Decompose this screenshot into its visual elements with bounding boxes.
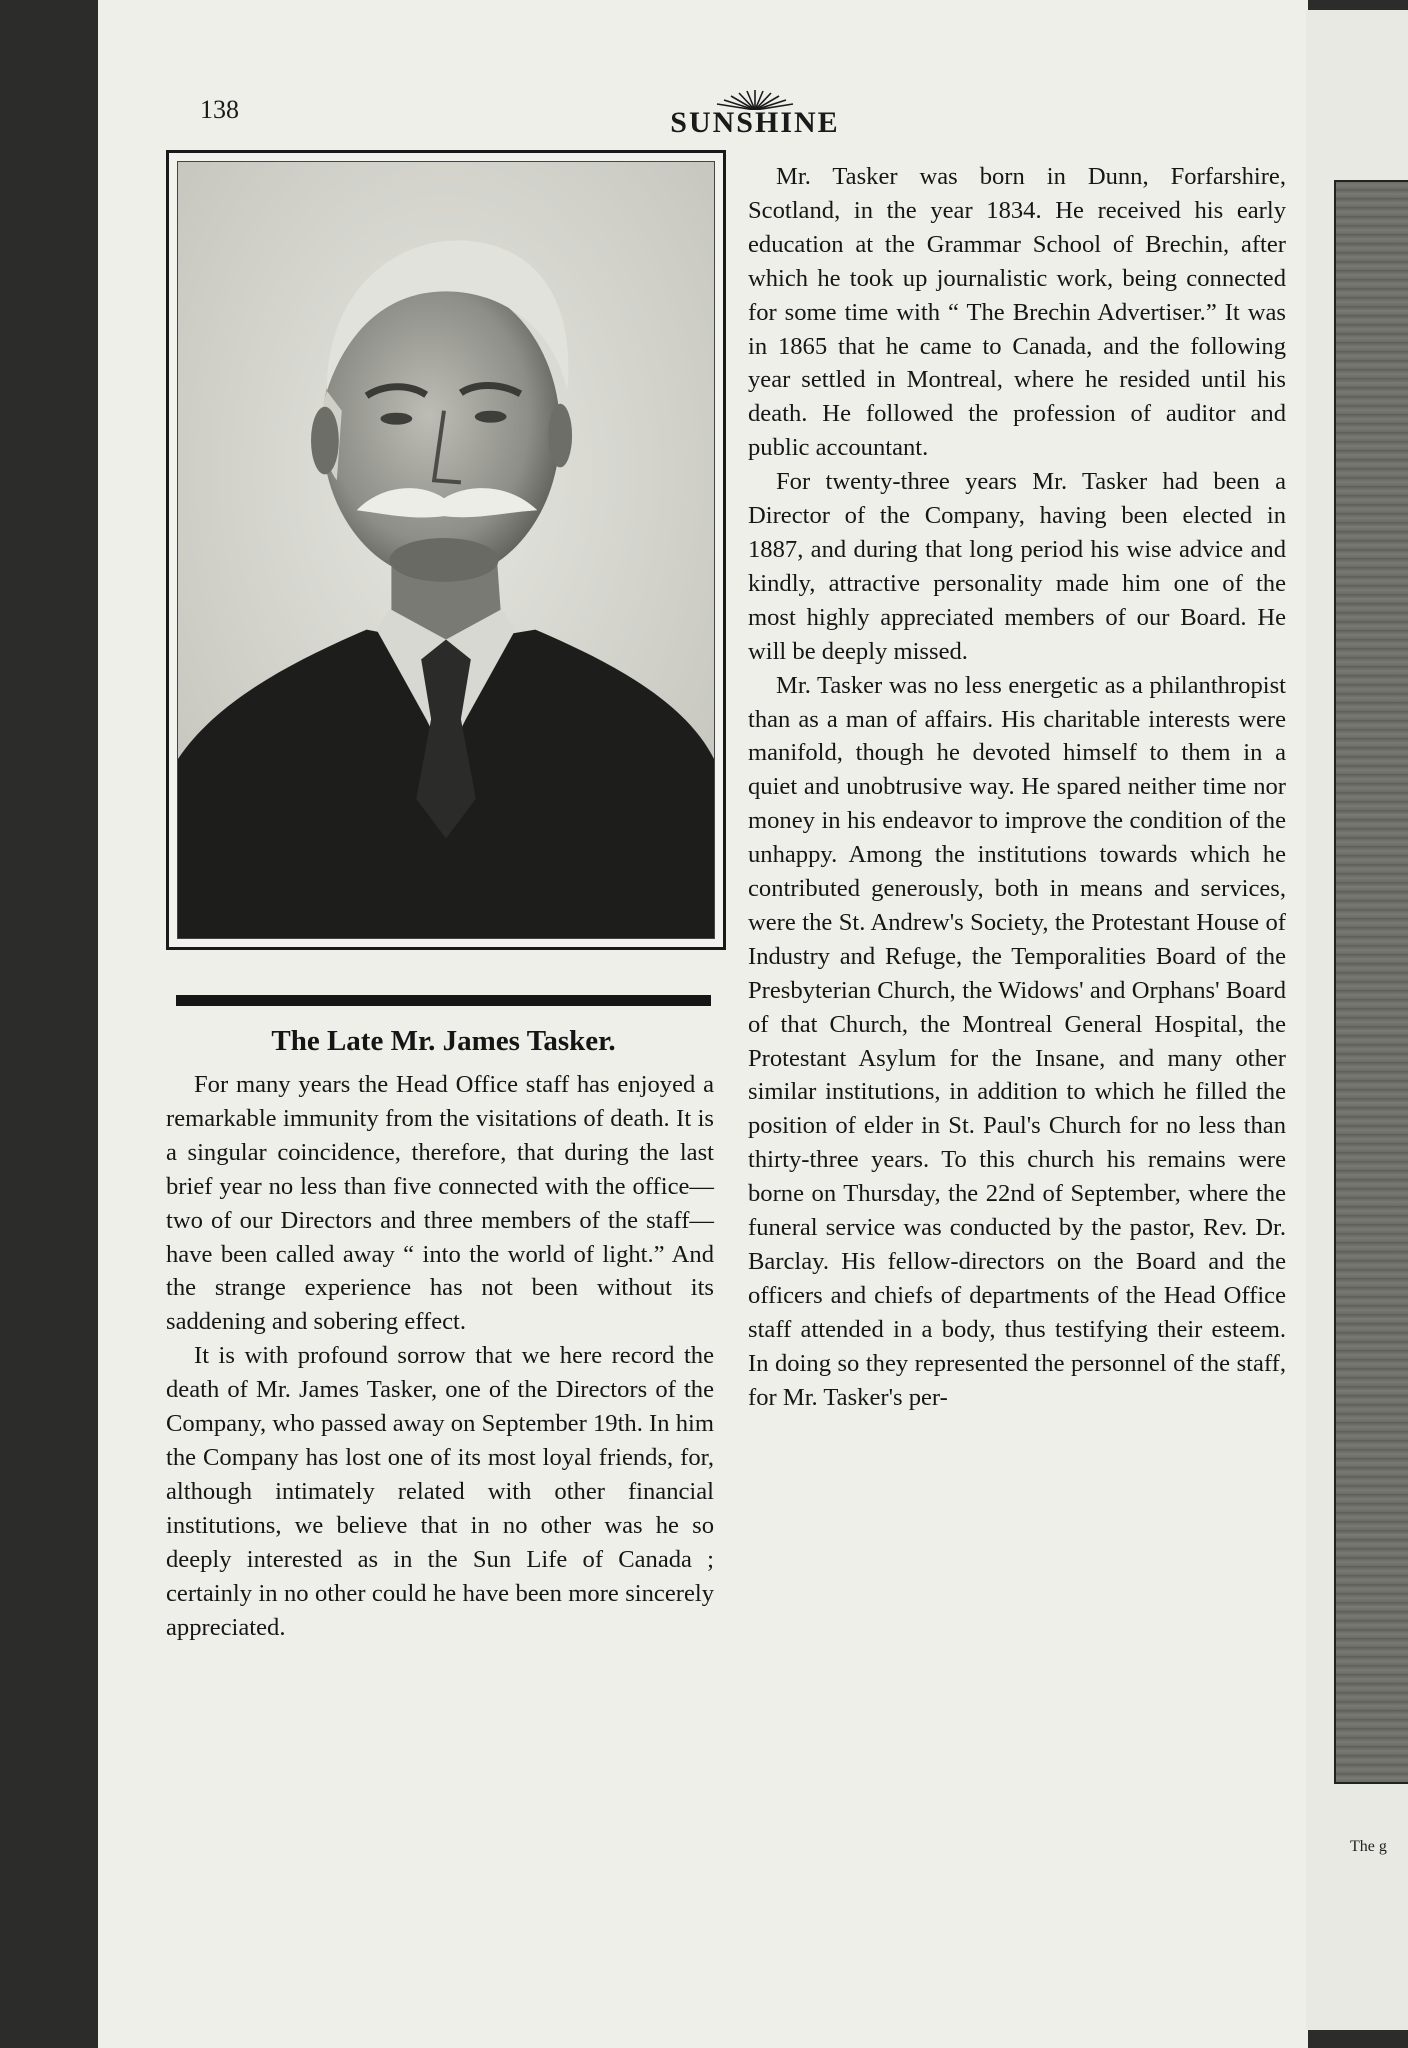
page-number: 138 [200, 95, 239, 124]
masthead-title: SUNSHINE [670, 106, 840, 139]
paragraph: Mr. Tasker was born in Dunn, Forfarshire, Scotland, in the year 1834. He received his early education at the Grammar School of Brechin, after which he took up journalistic work, being connected for some time with “ The Brechin Advertiser.” It was in 1865 that he came to Canada, and the following year settled in Montreal, where he resided until his death. He followed the profession of auditor and public accountant. [748, 163, 1286, 462]
paragraph: Mr. Tasker was no less energetic as a philanthropist than as a man of affairs. His charitable interests were manifold, though he devoted himself to them in a quiet and unobtrusive way. He spared neither time nor money in his endeavor to improve the condition of the unhappy. Among the institutions towards which he contributed generously, both in means and services, were the St. Andrew's Society, the Protestant House of Industry and Refuge, the Temporalities Board of the Presbyterian Church, the Widows' and Orphans' Board of that Church, the Montreal General Hospital, the Protestant Asylum for the Insane, and many other similar institutions, in addition to which he filled the position of elder in St. Paul's Church for no less than thirty-three years. To this church his remains were borne on Thursday, the 22nd of September, where the funeral service was conducted by the pastor, Rev. Dr. Barclay. His fellow-directors on the Board and the officers and chiefs of departments of the Head Office staff attended in a body, thus testifying their esteem. In doing so they represented the personnel of the staff, for Mr. Tasker's per- [748, 671, 1286, 1411]
article-left-column [166, 1068, 714, 1644]
masthead [665, 88, 845, 140]
article-right-column [748, 160, 1286, 1415]
portrait-illustration [178, 162, 714, 938]
paragraph: For many years the Head Office staff has enjoyed a remarkable immunity from the visitations of death. It is a singular coincidence, therefore, that during the last brief year no less than five connected with the office—two of our Directors and three members of the staff—have been called away “ into the world of light.” And the strange experience has not been without its saddening and sobering effect. [166, 1071, 714, 1336]
paragraph: For twenty-three years Mr. Tasker had been a Director of the Company, having been elected in 1887, and during that long period his wise advice and kindly, attractive personality made him one of the most highly appreciated members of our Board. He will be deeply missed. [748, 468, 1286, 665]
portrait-photo [177, 161, 715, 939]
article-headline: The Late Mr. James Tasker. [271, 1025, 616, 1057]
section-divider [176, 995, 711, 1006]
paragraph: It is with profound sorrow that we here record the death of Mr. James Tasker, one of the Directors of the Company, who passed away on September 19th. In him the Company has lost one of its most loyal friends, for, although intimately related with other financial institutions, we believe that in no other was he so deeply interested as in the Sun Life of Canada ; certainly in no other could he have been more sincerely appreciated. [166, 1342, 714, 1641]
portrait-frame [166, 150, 726, 950]
adjacent-page-caption: The g [1350, 1838, 1387, 1855]
adjacent-page-photo-edge [1334, 180, 1408, 1784]
